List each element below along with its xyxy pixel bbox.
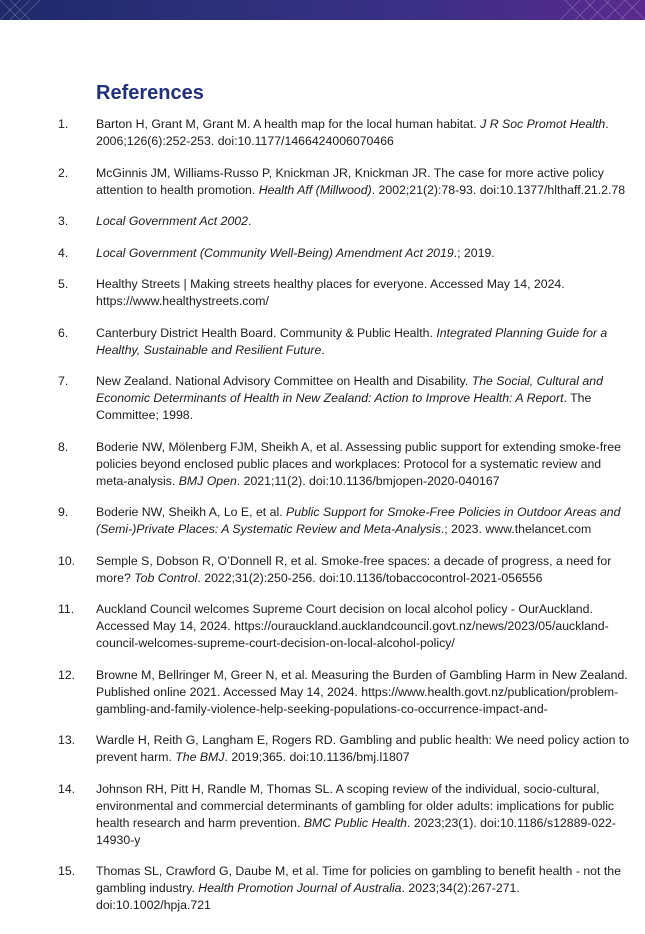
reference-trailing-text: .; 2019. [453, 245, 495, 260]
reference-text [96, 781, 630, 849]
reference-italic-text: Health Promotion Journal of Australia [198, 881, 402, 895]
reference-item [0, 439, 645, 490]
reference-trailing-text: . 2006;126(6):252-253. doi:10.1177/1466424006070466 [96, 117, 609, 148]
reference-italic-text: Public Support for Smoke-Free Policies in Outdoor Areas and (Semi-)Private Places: A Systematic Review and Meta-Analysis [96, 505, 621, 536]
reference-italic-text: BMJ Open [178, 473, 237, 488]
reference-item [0, 732, 645, 766]
reference-item [0, 325, 645, 359]
reference-item [0, 504, 645, 538]
reference-plain-text: Semple S, Dobson R, O’Donnell R, et al. Smoke-free spaces: a decade of progress, a need for more? [96, 553, 612, 585]
reference-item [0, 781, 645, 849]
reference-number: 3. [58, 214, 69, 228]
reference-number: 14. [58, 781, 76, 796]
reference-text [96, 553, 630, 587]
reference-text [96, 116, 630, 150]
reference-italic-text: The Social, Cultural and Economic Determinants of Health in New Zealand: Action to Improve Health: A Report [96, 374, 603, 405]
reference-plain-text: Thomas SL, Crawford G, Daube M, et al. Time for policies on gambling to benefit health - not the gambling industry. [96, 864, 621, 895]
reference-trailing-text: . 2022;31(2):250-256. doi:10.1136/tobaccocontrol-2021-056556 [197, 570, 543, 585]
reference-plain-text: Canterbury District Health Board. Community & Public Health. [96, 325, 437, 340]
reference-trailing-text: . 2023;34(2):267-271. doi:10.1002/hpja.721 [96, 881, 520, 912]
reference-trailing-text: . 2019;365. doi:10.1136/bmj.l1807 [224, 750, 410, 764]
reference-item [0, 553, 645, 587]
reference-number: 12. [58, 667, 76, 682]
reference-trailing-text: . 2023;23(1). doi:10.1186/s12889-022-14930-y [96, 815, 616, 847]
reference-text [96, 373, 630, 424]
reference-italic-text: BMC Public Health [303, 815, 408, 830]
reference-item [0, 165, 645, 199]
reference-list [0, 116, 645, 929]
reference-text [96, 213, 630, 230]
reference-plain-text: Boderie NW, Mölenberg FJM, Sheikh A, et al. Assessing public support for extending smoke-free policies beyond enclosed public places and workplaces: Protocol for a systematic review and meta-analysis. [96, 439, 621, 488]
reference-plain-text: Auckland Council welcomes Supreme Court decision on local alcohol policy - OurAuckland. Accessed May 14, 2024. https://ourauckland.aucklandcouncil.govt.nz/news/2023/05/auckland-council-welcomes-supreme-court-decision-on-local-alcohol-policy/ [96, 602, 609, 650]
reference-trailing-text: . 2021;11(2). doi:10.1136/bmjopen-2020-040167 [236, 473, 500, 488]
reference-text [96, 732, 630, 766]
reference-trailing-text: .; 2023. www.thelancet.com [440, 522, 592, 536]
reference-text [96, 504, 630, 538]
reference-italic-text: Integrated Planning Guide for a Healthy, Sustainable and Resilient Future [96, 325, 608, 357]
reference-number: 7. [58, 374, 69, 388]
reference-number: 10. [58, 553, 76, 568]
reference-item [0, 667, 645, 718]
reference-item [0, 863, 645, 914]
header-band [0, 0, 645, 20]
page-title: References [96, 82, 204, 104]
reference-number: 9. [58, 505, 69, 519]
reference-number: 5. [58, 277, 69, 291]
reference-trailing-text: . The Committee; 1998. [96, 391, 592, 422]
reference-plain-text: Barton H, Grant M, Grant M. A health map for the local human habitat. [96, 117, 481, 131]
reference-number: 6. [58, 325, 69, 340]
reference-plain-text: McGinnis JM, Williams-Russo P, Knickman JR, Knickman JR. The case for more active policy attention to health promotion. [96, 165, 604, 197]
reference-plain-text: Wardle H, Reith G, Langham E, Rogers RD. Gambling and public health: We need policy action to prevent harm. [96, 733, 630, 764]
reference-number: 2. [58, 165, 69, 180]
reference-text [96, 325, 630, 359]
reference-text [96, 165, 630, 199]
reference-number: 15. [58, 864, 76, 878]
reference-item [0, 245, 645, 262]
reference-plain-text: New Zealand. National Advisory Committee on Health and Disability. [96, 374, 472, 388]
reference-item [0, 116, 645, 150]
reference-text [96, 276, 630, 310]
reference-number: 4. [58, 245, 69, 260]
reference-trailing-text: . [321, 342, 325, 357]
reference-italic-text: Local Government (Community Well-Being) Amendment Act 2019 [96, 245, 454, 260]
reference-number: 1. [58, 117, 69, 131]
reference-text [96, 667, 630, 718]
reference-text [96, 245, 630, 262]
reference-item [0, 601, 645, 652]
reference-italic-text: Local Government Act 2002 [96, 214, 248, 228]
reference-italic-text: Health Aff (Millwood) [258, 182, 372, 197]
reference-italic-text: Tob Control [134, 570, 198, 585]
reference-plain-text: Browne M, Bellringer M, Greer N, et al. Measuring the Burden of Gambling Harm in New Zealand. Published online 2021. Accessed May 14, 2024. https://www.health.govt.nz/publication/problem-gambling-and-family-violence-help-seeking-populations-co-occurrence-impact-and- [96, 667, 628, 716]
reference-text [96, 863, 630, 914]
reference-item [0, 276, 645, 310]
reference-italic-text: The BMJ [175, 750, 225, 764]
reference-item [0, 213, 645, 230]
header-pattern-icon [0, 0, 645, 20]
reference-number: 8. [58, 439, 69, 454]
reference-plain-text: Boderie NW, Sheikh A, Lo E, et al. [96, 505, 287, 519]
reference-plain-text: Johnson RH, Pitt H, Randle M, Thomas SL. A scoping review of the individual, socio-cultural, environmental and commercial determinants of gambling for older adults: implications for public health research and harm prevention. [96, 781, 615, 830]
reference-item [0, 373, 645, 424]
reference-plain-text: Healthy Streets | Making streets healthy places for everyone. Accessed May 14, 2024. https://www.healthystreets.com/ [96, 277, 565, 308]
reference-number: 13. [58, 733, 76, 747]
reference-text [96, 601, 630, 652]
reference-italic-text: J R Soc Promot Health [480, 117, 606, 131]
reference-trailing-text: . 2002;21(2):78-93. doi:10.1377/hlthaff.21.2.78 [371, 182, 626, 197]
reference-number: 11. [58, 602, 75, 616]
reference-trailing-text: . [247, 214, 252, 228]
reference-text [96, 439, 630, 490]
